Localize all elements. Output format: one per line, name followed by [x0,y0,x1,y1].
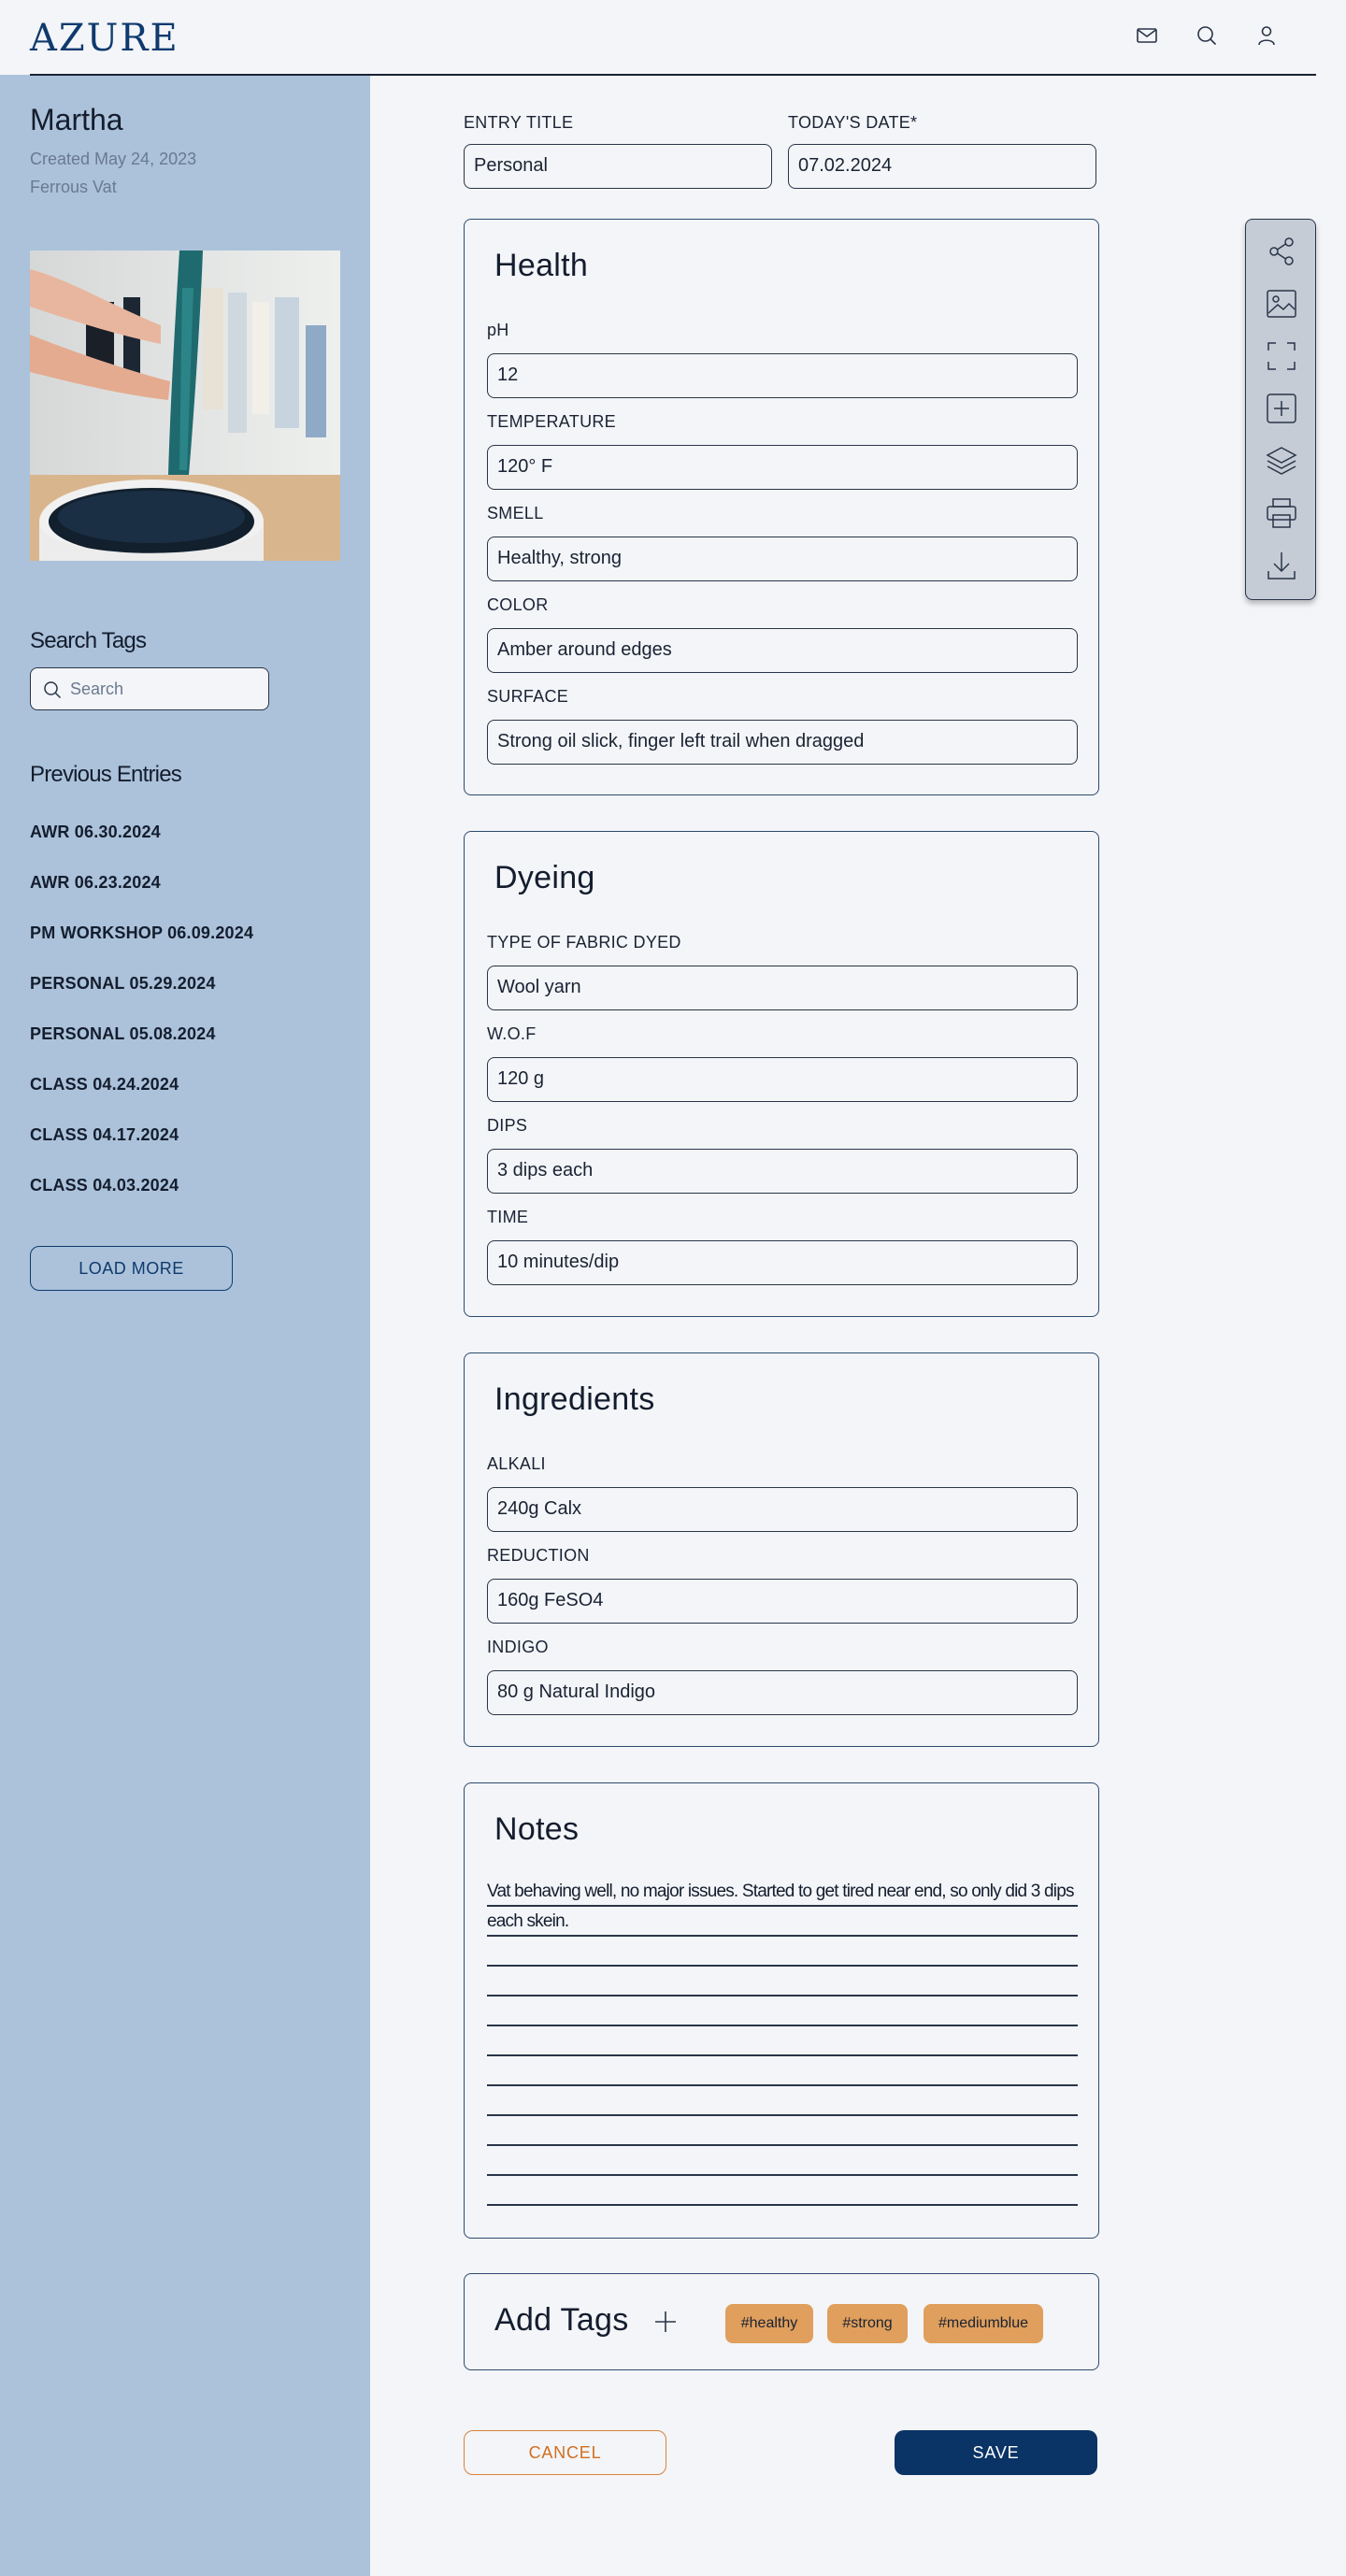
reduction-field[interactable]: 160g FeSO4 [487,1579,1078,1624]
tag-chip[interactable]: #strong [827,2304,908,2343]
tag-chip[interactable]: #healthy [725,2304,813,2343]
ph-field[interactable]: 12 [487,353,1078,398]
date-label: TODAY'S DATE* [788,113,918,132]
download-icon[interactable] [1265,549,1298,582]
notes-rule [487,2114,1078,2116]
time-label: TIME [487,1208,529,1226]
fabric-label: TYPE OF FABRIC DYED [487,933,681,952]
smell-label: SMELL [487,504,544,522]
vat-photo [30,250,340,561]
notes-rule [487,2204,1078,2206]
search-icon[interactable] [1194,22,1220,49]
previous-entry[interactable]: PERSONAL 05.08.2024 [30,1024,216,1043]
header [0,0,1346,75]
dips-field[interactable]: 3 dips each [487,1149,1078,1194]
previous-entry[interactable]: CLASS 04.03.2024 [30,1176,179,1195]
print-icon[interactable] [1265,496,1298,530]
layers-icon[interactable] [1265,444,1298,478]
indigo-field[interactable]: 80 g Natural Indigo [487,1670,1078,1715]
smell-field[interactable]: Healthy, strong [487,537,1078,581]
user-icon[interactable] [1253,22,1280,49]
tag-chip[interactable]: #mediumblue [924,2304,1043,2343]
notes-rule [487,1995,1078,1996]
surface-field[interactable]: Strong oil slick, finger left trail when dragged [487,720,1078,765]
wof-field[interactable]: 120 g [487,1057,1078,1102]
search-tags-heading: Search Tags [30,628,147,653]
color-label: COLOR [487,595,549,614]
created-date: Created May 24, 2023 [30,150,197,168]
mail-icon[interactable] [1134,22,1160,49]
search-tags-box[interactable] [30,667,269,710]
surface-label: SURFACE [487,687,569,706]
side-toolbar [1245,219,1316,600]
add-icon[interactable] [1265,392,1298,425]
notes-title: Notes [494,1811,580,1847]
time-field[interactable]: 10 minutes/dip [487,1240,1078,1285]
alkali-field[interactable]: 240g Calx [487,1487,1078,1532]
notes-rule [487,2144,1078,2146]
previous-entries-heading: Previous Entries [30,762,181,787]
ingredients-card [464,1352,1099,1747]
ingredients-title: Ingredients [494,1381,655,1417]
wof-label: W.O.F [487,1024,537,1043]
entry-title-field[interactable]: Personal [464,144,772,189]
search-tags-input[interactable] [70,674,257,704]
notes-rule [487,1965,1078,1967]
indigo-label: INDIGO [487,1638,549,1656]
entry-title-label: ENTRY TITLE [464,113,574,132]
fabric-field[interactable]: Wool yarn [487,966,1078,1010]
notes-rule [487,2054,1078,2056]
notes-rule [487,2174,1078,2176]
notes-card[interactable] [464,1782,1099,2239]
save-button[interactable]: SAVE [895,2430,1097,2475]
alkali-label: ALKALI [487,1454,546,1473]
reduction-label: REDUCTION [487,1546,590,1565]
sidebar [0,75,370,2576]
header-divider [30,74,1316,76]
notes-rule [487,2084,1078,2086]
user-name: Martha [30,103,123,136]
vat-type: Ferrous Vat [30,178,117,196]
add-tags-title: Add Tags [494,2302,629,2338]
color-field[interactable]: Amber around edges [487,628,1078,673]
date-field[interactable]: 07.02.2024 [788,144,1096,189]
ph-label: pH [487,321,509,339]
dyeing-title: Dyeing [494,860,595,895]
temperature-label: TEMPERATURE [487,412,616,431]
notes-rule [487,2025,1078,2026]
search-icon [42,680,63,700]
dips-label: DIPS [487,1116,528,1135]
previous-entry[interactable]: CLASS 04.17.2024 [30,1125,179,1144]
image-icon[interactable] [1265,287,1298,321]
share-icon[interactable] [1265,235,1298,268]
dyeing-card [464,831,1099,1317]
health-card [464,219,1099,795]
previous-entry[interactable]: AWR 06.30.2024 [30,823,161,841]
temperature-field[interactable]: 120° F [487,445,1078,490]
previous-entry[interactable]: PM WORKSHOP 06.09.2024 [30,923,254,942]
fullscreen-icon[interactable] [1265,339,1298,373]
previous-entry[interactable]: PERSONAL 05.29.2024 [30,974,216,993]
add-tag-icon[interactable] [652,2308,680,2336]
cancel-button[interactable]: CANCEL [464,2430,666,2475]
notes-text[interactable]: Vat behaving well, no major issues. Started to get tired near end, so only did 3 dips each skein. [487,1882,1074,1931]
tags-card [464,2273,1099,2370]
previous-entry[interactable]: AWR 06.23.2024 [30,873,161,892]
health-title: Health [494,248,589,283]
previous-entry[interactable]: CLASS 04.24.2024 [30,1075,179,1094]
logo[interactable]: AZURE [30,17,179,60]
load-more-button[interactable]: LOAD MORE [30,1246,233,1291]
